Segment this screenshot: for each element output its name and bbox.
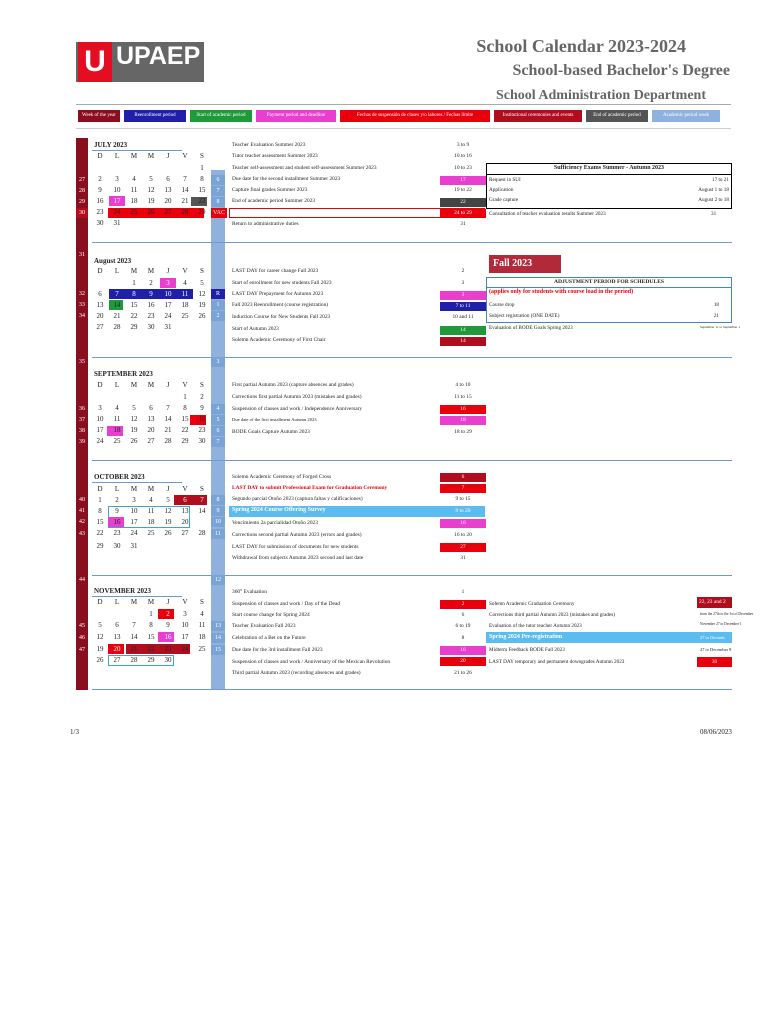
fall-2023-label: Fall 2023 bbox=[489, 255, 561, 273]
event-date: 2 bbox=[461, 268, 465, 274]
event-date: 7 bbox=[440, 484, 486, 493]
event-date: 6 to 19 bbox=[455, 623, 471, 629]
event-date: 31 bbox=[460, 221, 466, 227]
week-number: 45 bbox=[76, 621, 88, 631]
event-date: 31 bbox=[460, 555, 466, 561]
event-text: First partial Autumn 2023 (capture absences and grades) bbox=[232, 382, 354, 388]
month-separator bbox=[92, 460, 732, 461]
right-event-text: Spring 2024 Pre-registration bbox=[489, 634, 563, 640]
event-date: 10 to 16 bbox=[454, 153, 472, 159]
header-divider bbox=[76, 104, 731, 105]
sufficiency-item: Grade capture bbox=[489, 197, 519, 203]
period-week-number: 3 bbox=[211, 357, 225, 367]
event-date: 19 to 22 bbox=[454, 187, 472, 193]
period-week-number: 14 bbox=[211, 633, 225, 643]
sufficiency-item: Application bbox=[489, 187, 514, 193]
event-text: LAST DAY to submit Professional Exam for Graduation Ceremony bbox=[232, 485, 388, 491]
period-week-number: 7 bbox=[211, 186, 225, 196]
event-text: End of academic period Summer 2023 bbox=[232, 198, 316, 204]
event-text: Fall 2023 Reenrollment (course registration) bbox=[232, 302, 329, 308]
week-number: 44 bbox=[76, 575, 88, 585]
right-event-text: Solemn Academic Graduation Ceremony bbox=[489, 601, 575, 607]
event-text: Solemn Academic Ceremony of First Chair bbox=[232, 337, 326, 343]
calendar-september: 1 2 3 4 5 6 7 8 9 10 11 12 13 14 15 16 17 18 19 20 21 22 23 24 25 26 27 28 29 30 bbox=[96, 393, 206, 445]
legend-start-period: Start of academic period bbox=[190, 110, 252, 122]
week-number: 35 bbox=[76, 357, 88, 367]
month-title-september: SEPTEMBER 2023 bbox=[94, 370, 153, 378]
month-title-august: August 2023 bbox=[94, 257, 132, 265]
adjustment-box bbox=[486, 277, 732, 323]
event-text: Segundo parcial Otoño 2023 (captura faltas y calificaciones) bbox=[232, 496, 363, 502]
vacation-label: VAC bbox=[211, 208, 227, 218]
period-week-number: 2 bbox=[211, 311, 225, 321]
legend-period-week: Academic period week bbox=[652, 110, 720, 122]
event-date: 27 bbox=[440, 543, 486, 552]
legend-end-period: End of academic period bbox=[586, 110, 648, 122]
event-text: Suspension of classes and work / Independence Anniversary bbox=[232, 406, 363, 412]
event-date: 14 bbox=[440, 326, 486, 335]
event-date: 3 bbox=[440, 291, 486, 300]
period-week-number: 1 bbox=[211, 300, 225, 310]
right-event-date: 22, 23 and 2 bbox=[697, 597, 732, 608]
period-week-number: 12 bbox=[211, 575, 225, 585]
event-date: 10 to 23 bbox=[454, 165, 472, 171]
adjustment-date: 21 bbox=[713, 313, 719, 319]
event-date: 6 bbox=[440, 473, 486, 482]
month-underline bbox=[92, 150, 182, 151]
event-text: Teacher Evaluation Fall 2023 bbox=[232, 623, 296, 629]
event-text: LAST DAY Prepayment for Autumn 2023 bbox=[232, 291, 324, 297]
event-text: Withdrawal from subjects Autumn 2023 second and last date bbox=[232, 555, 364, 561]
event-text: Start course change for Spring 2024 bbox=[232, 612, 310, 618]
period-week-number: 5 bbox=[211, 415, 225, 425]
page-title: School Calendar 2023-2024 bbox=[476, 36, 686, 56]
bode-evaluation-text: Evaluation of BODE Goals Spring 2023 bbox=[489, 325, 573, 331]
event-text: Induction Course for New Students Fall 2023 bbox=[232, 314, 331, 320]
event-text: Return to administrative duties bbox=[232, 221, 299, 227]
event-text: Suspension of classes and work / Anniversary of the Mexican Revolution bbox=[232, 659, 391, 665]
event-date: 9 to 15 bbox=[455, 496, 471, 502]
page-subtitle: School-based Bachelor's Degree bbox=[512, 62, 730, 79]
box-divider bbox=[487, 174, 731, 175]
event-date: 16 bbox=[440, 405, 486, 414]
event-date: 24 to 29 bbox=[440, 209, 486, 218]
event-date: 3 bbox=[461, 280, 465, 286]
week-number: 28 bbox=[76, 186, 88, 196]
week-number: 41 bbox=[76, 506, 88, 516]
week-number: 36 bbox=[76, 404, 88, 414]
event-date: 17 bbox=[440, 176, 486, 185]
period-week-number: 8 bbox=[211, 495, 225, 505]
sufficiency-title: Sufficiency Exams Summer - Autumn 2023 bbox=[553, 165, 665, 171]
event-date: 14 bbox=[440, 337, 486, 346]
consultation-text: Consultation of teacher evaluation results Summer 2023 bbox=[489, 211, 606, 217]
right-event-date: November 27 to December 1 bbox=[700, 622, 742, 626]
event-date: 10 and 11 bbox=[452, 314, 474, 320]
calendar-november: 1 2 3 4 5 6 7 8 9 10 11 12 13 14 15 16 17 18 19 20 21 22 23 24 25 26 27 28 29 30 bbox=[96, 610, 206, 664]
week-number: 29 bbox=[76, 197, 88, 207]
sufficiency-box bbox=[486, 163, 732, 209]
event-date: 7 to 11 bbox=[440, 302, 486, 311]
footer-date: 08/06/2023 bbox=[700, 728, 732, 736]
period-week-number: 9 bbox=[211, 506, 225, 516]
adjustment-item: Subject registration (ONE DATE) bbox=[489, 313, 560, 319]
event-date: 22 bbox=[440, 198, 486, 207]
event-text: Corrections first partial Autumn 2023 (mistakes and grades) bbox=[232, 394, 362, 400]
adjustment-note: (applies only for students with course load in the period) bbox=[489, 289, 634, 295]
consultation-date: 31 bbox=[711, 211, 717, 217]
right-event-date: from the 27th to the 1st of December bbox=[700, 612, 754, 616]
event-text: Due date for the 3rd installment Fall 2023 bbox=[232, 647, 323, 653]
department-title: School Administration Department bbox=[496, 88, 706, 103]
event-text: LAST DAY for career change Fall 2023 bbox=[232, 268, 319, 274]
adjustment-item: Course drop bbox=[489, 302, 515, 308]
week-column bbox=[76, 138, 88, 690]
event-text: LAST DAY for submission of documents for new students bbox=[232, 544, 359, 550]
event-text: Start of enrollment for new students Fall 2023 bbox=[232, 280, 332, 286]
week-number: 33 bbox=[76, 300, 88, 310]
bode-evaluation-date: September 11 to September 1 bbox=[700, 325, 740, 329]
period-week-number: 4 bbox=[211, 404, 225, 414]
event-text: Third partial Autumn 2023 (recording absences and grades) bbox=[232, 670, 361, 676]
month-separator bbox=[92, 242, 732, 243]
week-number: 27 bbox=[76, 175, 88, 185]
event-text: Spring 2024 Course Offering Survey bbox=[232, 507, 326, 513]
period-week-number: 10 bbox=[211, 517, 225, 527]
right-event-text: Midterm Feedback BODE Fall 2023 bbox=[489, 647, 565, 653]
month-title-november: NOVEMBER 2023 bbox=[94, 587, 151, 595]
calendar-october: 1 2 3 4 5 6 7 8 9 10 11 12 13 14 15 16 17 18 19 20 22 23 24 25 26 27 28 29 30 31 bbox=[96, 496, 206, 550]
right-event-date: 30 bbox=[697, 657, 732, 667]
sufficiency-date: 17 to 21 bbox=[711, 177, 729, 183]
event-date: 1 bbox=[461, 589, 465, 595]
event-date: 3 to 9 bbox=[456, 142, 470, 148]
month-title-july: JULY 2023 bbox=[94, 141, 128, 149]
event-text: 360° Evaluation bbox=[232, 589, 267, 595]
legend-divider bbox=[76, 128, 731, 129]
legend-payment: Payment period and deadline bbox=[256, 110, 336, 122]
event-text: Capture final grades Summer 2023 bbox=[232, 187, 308, 193]
week-number: 34 bbox=[76, 311, 88, 321]
event-text: Celebration of a Bet on the Future bbox=[232, 635, 306, 641]
week-number: 43 bbox=[76, 529, 88, 539]
event-text: Corrections second partial Autumn 2023 (errors and grades) bbox=[232, 532, 362, 538]
event-date: 16 to 20 bbox=[454, 532, 472, 538]
week-number: 39 bbox=[76, 437, 88, 447]
right-event-date: 27 to December 8 bbox=[700, 647, 732, 652]
legend-ceremonies: Institutional ceremonies and events bbox=[494, 110, 582, 122]
event-date: 18 to 29 bbox=[454, 429, 472, 435]
month-separator bbox=[92, 689, 732, 690]
adjustment-date: 18 bbox=[713, 302, 719, 308]
calendar-august: 1 2 3 4 5 6 7 8 9 10 11 12 13 14 15 16 17 18 19 20 21 22 23 24 25 26 27 28 29 30 31 bbox=[96, 279, 206, 331]
event-date: 6 bbox=[461, 612, 465, 618]
event-text: Due date of the first installment Autumn 2023 bbox=[232, 417, 317, 422]
event-date: 11 to 15 bbox=[454, 394, 472, 400]
box-divider bbox=[487, 287, 731, 288]
event-text: Solemn Academic Ceremony of Forged Cross bbox=[232, 474, 332, 480]
logo-mark: U bbox=[78, 42, 112, 82]
sufficiency-item: Request in SUI bbox=[489, 177, 521, 183]
event-text: BODE Goals Capture Autumn 2023 bbox=[232, 429, 310, 435]
month-underline bbox=[92, 482, 182, 483]
month-underline bbox=[92, 596, 182, 597]
week-number: 37 bbox=[76, 415, 88, 425]
event-date: 21 to 26 bbox=[454, 670, 472, 676]
event-date: 16 bbox=[440, 519, 486, 528]
legend-suspension: Fechas de suspensión de clases y/o labores / Fechas límite bbox=[340, 110, 490, 122]
event-text: Start of Autumn 2023 bbox=[232, 326, 279, 332]
month-separator bbox=[92, 357, 732, 358]
event-text: Due date for the second installment Summer 2023 bbox=[232, 176, 341, 182]
event-text: Teacher Evaluation Summer 2023 bbox=[232, 142, 306, 148]
period-week-number: 11 bbox=[211, 529, 225, 539]
event-date: 20 bbox=[440, 657, 486, 666]
event-date: 9 to 20 bbox=[455, 508, 471, 514]
event-date: 18 bbox=[440, 416, 486, 425]
event-date: 16 bbox=[440, 646, 486, 655]
period-week-number: 6 bbox=[211, 426, 225, 436]
month-title-october: OCTOBER 2023 bbox=[94, 473, 145, 481]
right-event-date: 27 to Decemb bbox=[700, 635, 725, 640]
event-date: 2 bbox=[440, 600, 486, 609]
week-number: 32 bbox=[76, 289, 88, 299]
event-text: Teacher self-assessment and student self-assessment Summer 2023 bbox=[232, 165, 377, 171]
week-number: 47 bbox=[76, 645, 88, 655]
event-text: Vencimiento 2a parcialidad Otoño 2023 bbox=[232, 520, 318, 526]
sufficiency-date: August 2 to 18 bbox=[698, 197, 729, 203]
period-week-number: R bbox=[211, 289, 225, 299]
period-week-number: 6 bbox=[211, 175, 225, 185]
week-number: 46 bbox=[76, 633, 88, 643]
period-week-number: 7 bbox=[211, 437, 225, 447]
legend-reenrollment: Reenrollment period bbox=[124, 110, 186, 122]
week-number: 40 bbox=[76, 495, 88, 505]
event-text: Tutor teacher assessment Summer 2023 bbox=[232, 153, 318, 159]
week-number: 42 bbox=[76, 517, 88, 527]
week-number: 38 bbox=[76, 426, 88, 436]
event-date: 8 bbox=[461, 635, 465, 641]
week-number: 31 bbox=[76, 250, 88, 260]
right-event-text: LAST DAY temporary and permanent downgrades Autumn 2023 bbox=[489, 659, 625, 665]
logo-text: UPAEP bbox=[116, 42, 201, 70]
event-date: 4 to 10 bbox=[455, 382, 471, 388]
right-event-text: Evaluation of the tutor teacher Autumn 2023 bbox=[489, 623, 582, 629]
page-number: 1/3 bbox=[70, 728, 79, 736]
legend-week-of-year: Week of the year bbox=[78, 110, 120, 122]
period-week-number: 13 bbox=[211, 621, 225, 631]
event-text: Suspension of classes and work / Day of the Dead bbox=[232, 601, 340, 607]
calendar-july: 1 2 3 4 5 6 7 8 9 10 11 12 13 14 15 16 17 18 19 20 21 22 23 24 25 26 27 28 29 30 31 bbox=[96, 164, 206, 227]
week-number: 30 bbox=[76, 208, 88, 218]
month-separator bbox=[92, 575, 732, 576]
right-event-text: Corrections third partial Autumn 2023 (mistakes and grades) bbox=[489, 612, 616, 618]
period-week-number: 8 bbox=[211, 197, 225, 207]
period-week-number: 15 bbox=[211, 645, 225, 655]
sufficiency-date: August 1 to 18 bbox=[698, 187, 729, 193]
adjustment-title: ADJUSTMENT PERIOD FOR SCHEDULES bbox=[553, 279, 665, 285]
